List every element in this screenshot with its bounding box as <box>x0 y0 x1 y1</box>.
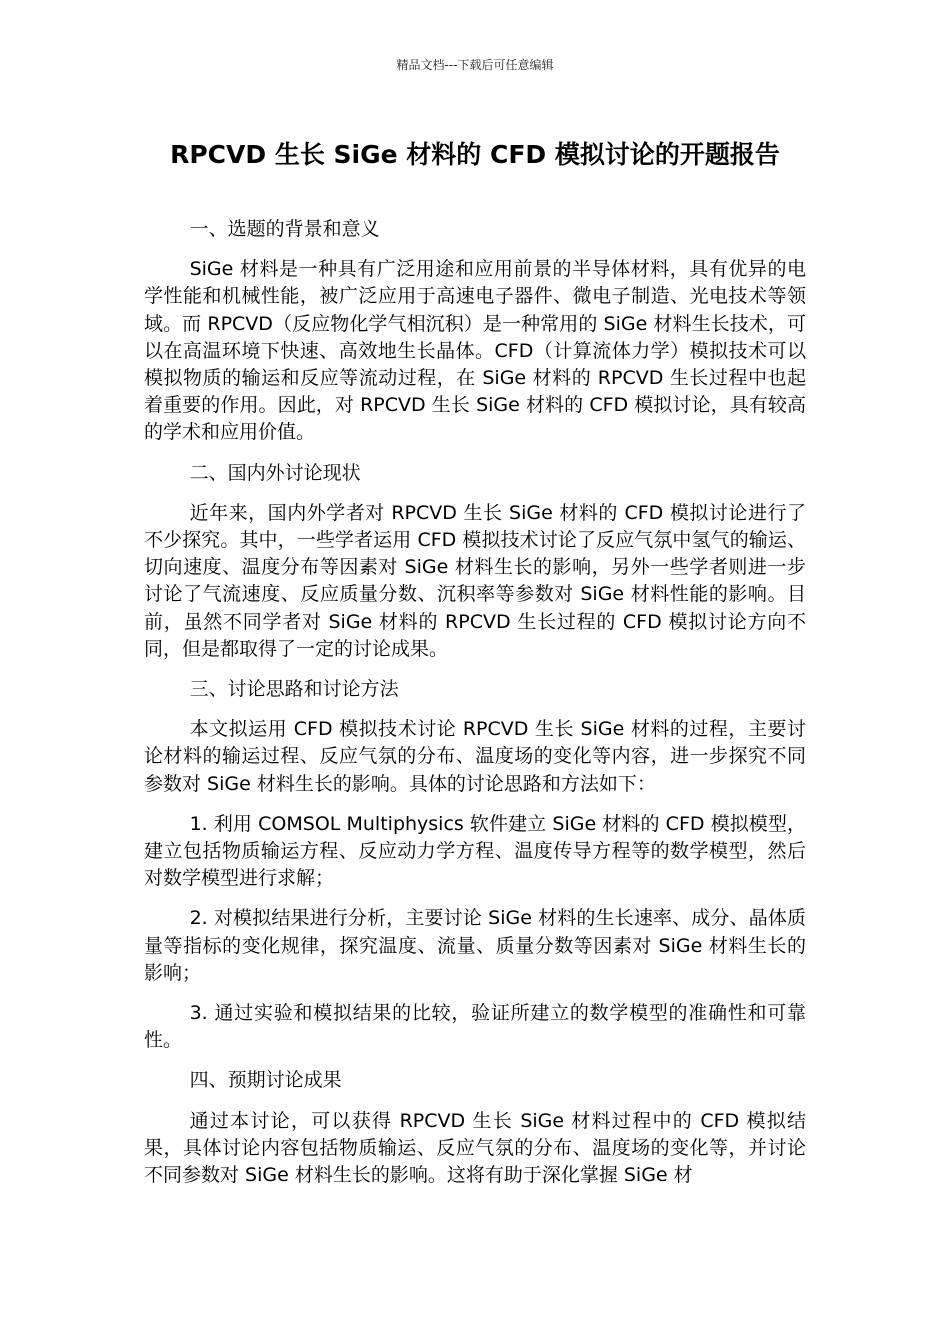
section-heading-background: 一、选题的背景和意义 <box>189 218 380 240</box>
list-item-method-1: 1. 利用 COMSOL Multiphysics 软件建立 SiGe 材料的 CFD 模拟模型，建立包括物质输运方程、反应动力学方程、温度传导方程等的数学模型，然后对数学模型进行求解； <box>144 812 806 890</box>
paragraph-research-status: 近年来，国内外学者对 RPCVD 生长 SiGe 材料的 CFD 模拟讨论进行了不少探究。其中，一些学者运用 CFD 模拟技术讨论了反应气氛中氢气的输运、切向速度、温度分布等因素对 SiGe 材料生长的影响，另外一些学者则进一步讨论了气流速度、反应质量分数、沉积率等参数对 SiGe 材料性能的影响。目前，虽然不同学者对 SiGe 材料的 RPCVD 生长过程的 CFD 模拟讨论方向不同，但是都取得了一定的讨论成果。 <box>144 501 806 660</box>
list-item-method-3: 3. 通过实验和模拟结果的比较，验证所建立的数学模型的准确性和可靠性。 <box>144 1002 806 1052</box>
paragraph-expected-results: 通过本讨论，可以获得 RPCVD 生长 SiGe 材料过程中的 CFD 模拟结果，具体讨论内容包括物质输运、反应气氛的分布、温度场的变化等，并讨论不同参数对 SiGe 材料生长的影响。这将有助于深化掌握 SiGe 材 <box>144 1109 806 1187</box>
paragraph-background: SiGe 材料是一种具有广泛用途和应用前景的半导体材料，具有优异的电学性能和机械性能，被广泛应用于高速电子器件、微电子制造、光电技术等领域。而 RPCVD（反应物化学气相沉积）是一种常用的 SiGe 材料生长技术，可以在高温环境下快速、高效地生长晶体。CFD（计算流体力学）模拟技术可以模拟物质的输运和反应等流动过程，在 SiGe 材料的 RPCVD 生长过程中也起着重要的作用。因此，对 RPCVD 生长 SiGe 材料的 CFD 模拟讨论，具有较高的学术和应用价值。 <box>144 258 806 444</box>
section-heading-expected-results: 四、预期讨论成果 <box>189 1069 342 1092</box>
paragraph-methods-intro: 本文拟运用 CFD 模拟技术讨论 RPCVD 生长 SiGe 材料的过程，主要讨论材料的输运过程、反应气氛的分布、温度场的变化等内容，进一步探究不同参数对 SiGe 材料生长的影响。具体的讨论思路和方法如下： <box>144 718 806 795</box>
document-body <box>144 216 806 1202</box>
list-item-method-2: 2. 对模拟结果进行分析，主要讨论 SiGe 材料的生长速率、成分、晶体质量等指标的变化规律，探究温度、流量、质量分数等因素对 SiGe 材料生长的影响； <box>144 907 806 984</box>
section-heading-research-status: 二、国内外讨论现状 <box>189 461 361 484</box>
page-header-note: 精品文档---下载后可任意编辑 <box>396 58 554 72</box>
section-heading-methods: 三、讨论思路和讨论方法 <box>189 678 399 701</box>
document-title: RPCVD 生长 SiGe 材料的 CFD 模拟讨论的开题报告 <box>170 140 780 169</box>
